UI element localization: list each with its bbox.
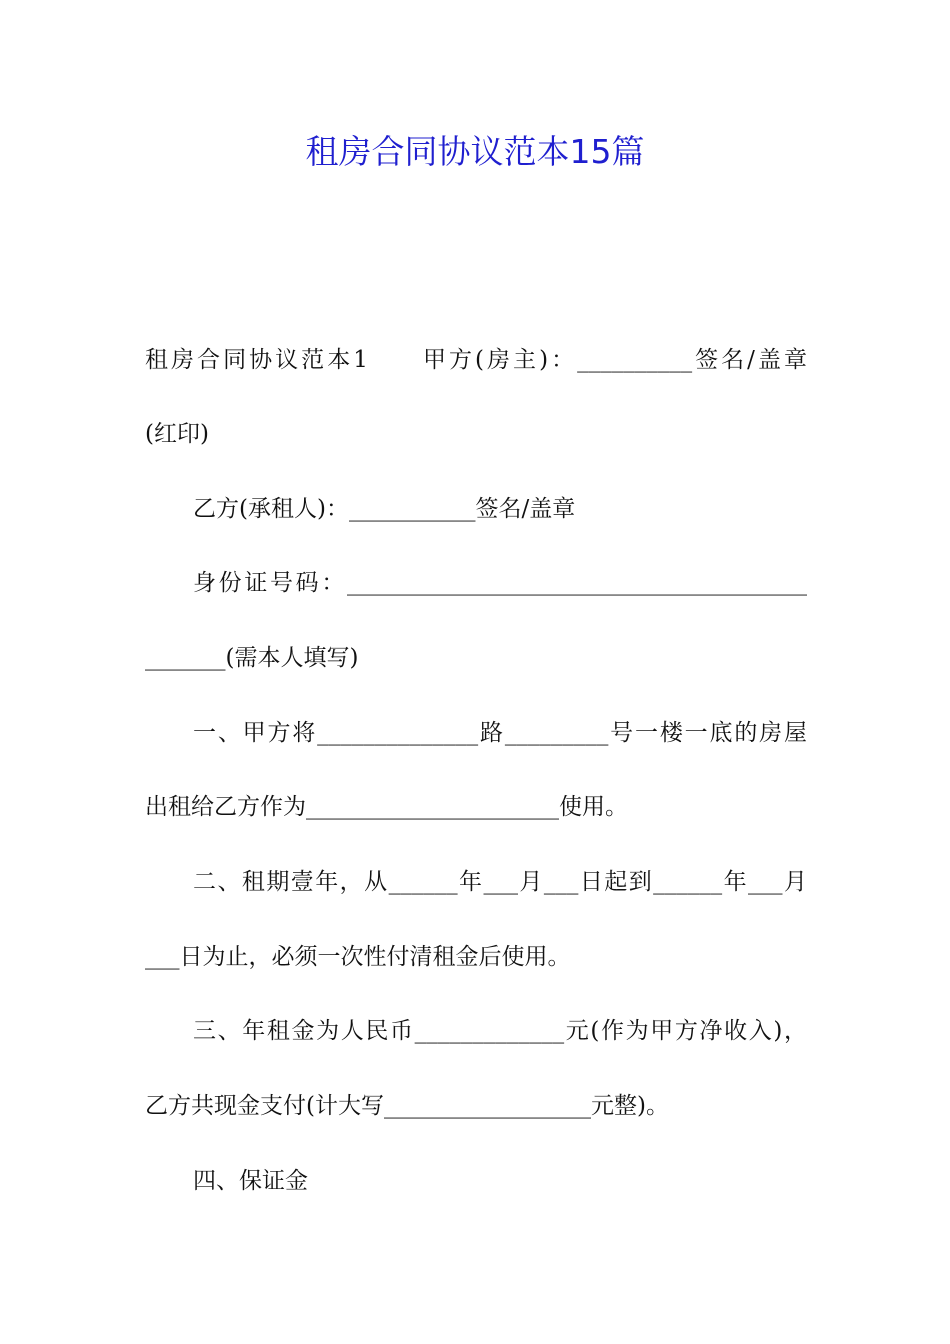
text-line-clause-3: 三、年租金为人民币_____________元(作为甲方净收入)， [193, 1018, 807, 1044]
document-title: 租房合同协议范本15篇 [305, 132, 645, 171]
text-line-landlord: 租房合同协议范本1 甲方(房主)：__________签名/盖章 [145, 347, 807, 373]
text-line-clause-1: 一、甲方将______________路_________号一楼一底的房屋 [193, 720, 807, 746]
text-line-clause-2-cont: ___日为止，必须一次性付清租金后使用。 [145, 944, 571, 970]
text-line-clause-2: 二、租期壹年，从______年___月___日起到______年___月 [193, 869, 807, 895]
text-line-clause-3-cont: 乙方共现金支付(计大写__________________元整)。 [145, 1093, 669, 1119]
text-line-clause-1-cont: 出租给乙方作为______________________使用。 [145, 794, 628, 820]
text-line-clause-4: 四、保证金 [193, 1168, 308, 1194]
text-line-red-seal: (红印) [145, 421, 209, 447]
text-line-tenant: 乙方(承租人)：___________签名/盖章 [193, 496, 576, 522]
text-line-fill-by-self: _______(需本人填写) [145, 645, 359, 671]
text-line-id-number: 身份证号码：________________________________________ [193, 570, 807, 596]
